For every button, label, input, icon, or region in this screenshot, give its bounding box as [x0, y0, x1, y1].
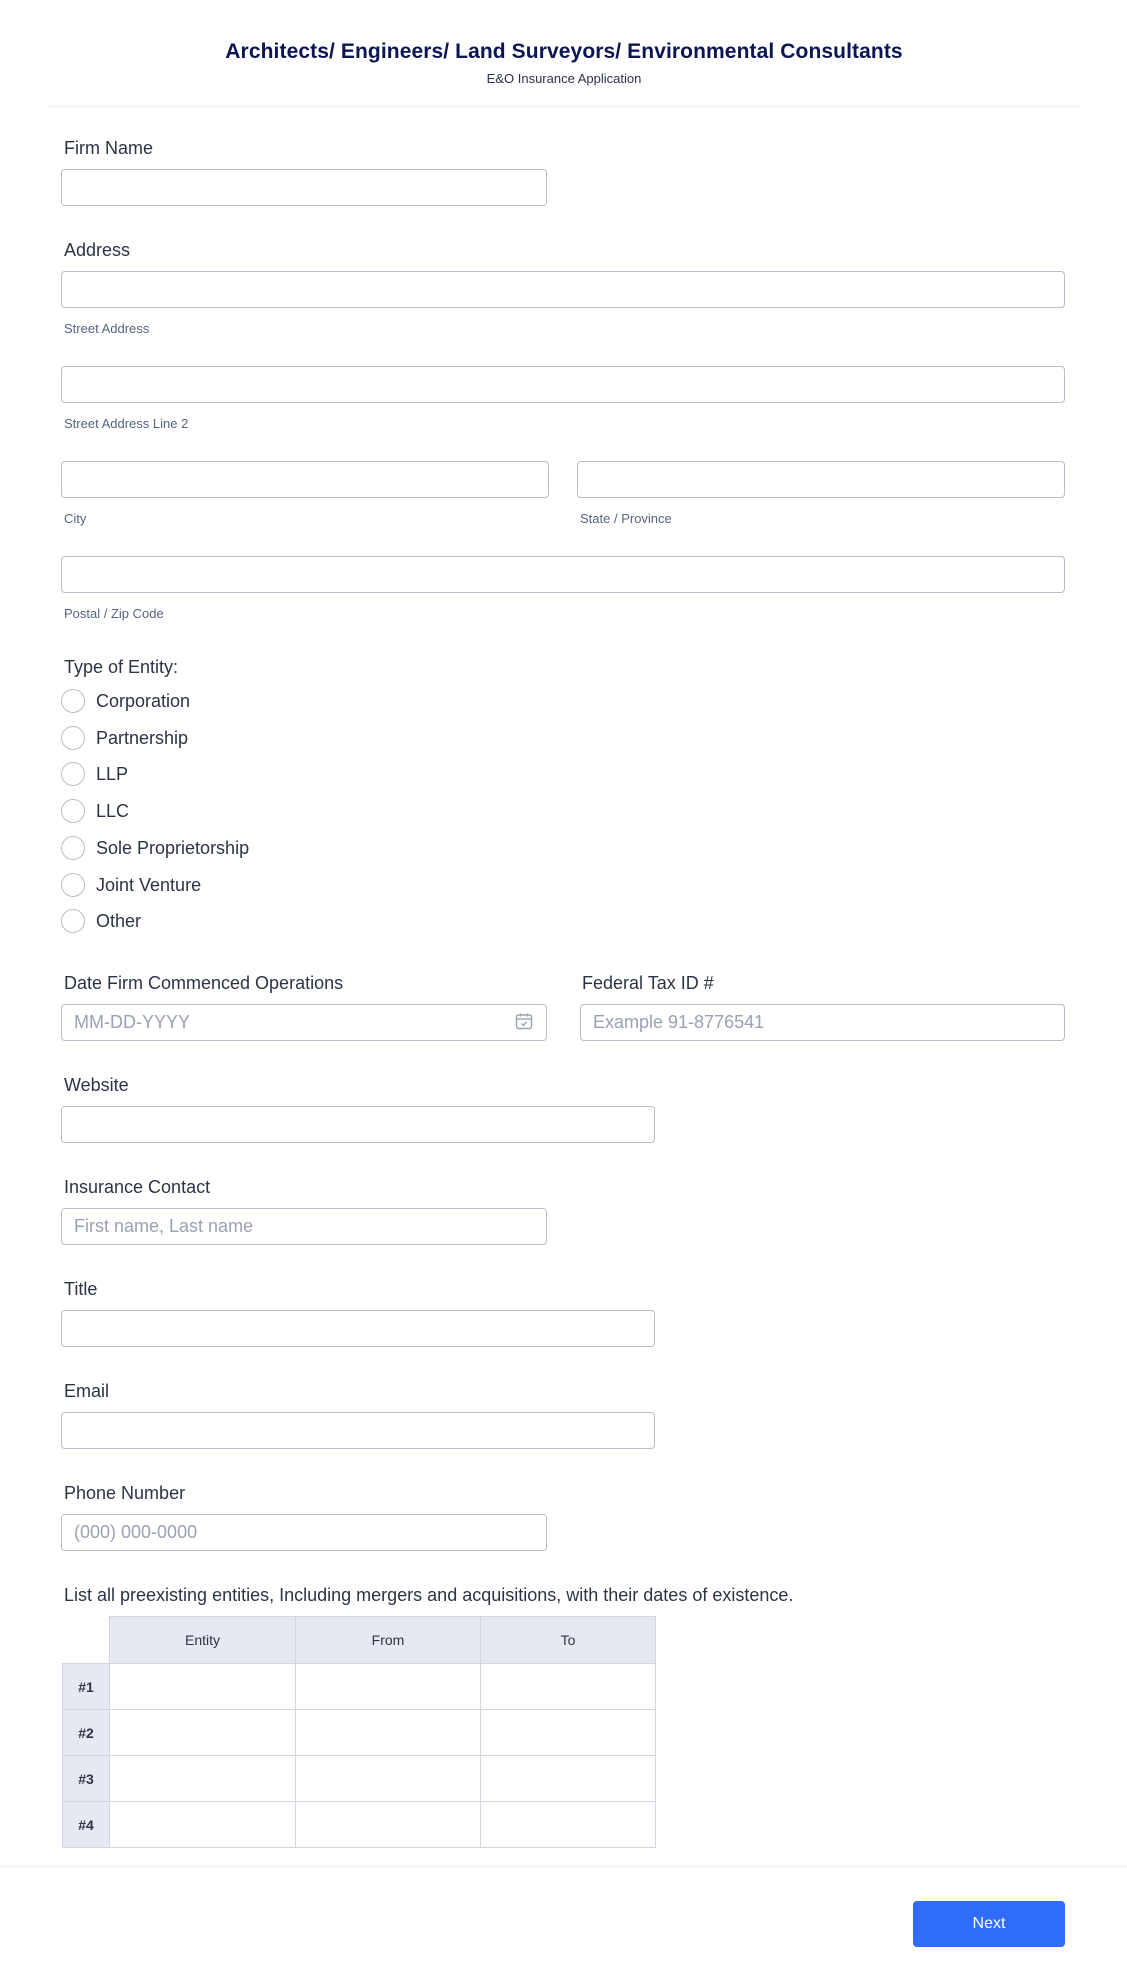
radio-llc[interactable]: [61, 798, 129, 824]
form-title: Architects/ Engineers/ Land Surveyors/ Environmental Consultants: [225, 40, 903, 63]
state-input[interactable]: [577, 461, 1065, 498]
table-cell-entity[interactable]: [110, 1710, 296, 1756]
website-label: Website: [64, 1075, 129, 1095]
next-button[interactable]: Next: [913, 1901, 1065, 1947]
insurance-contact-input[interactable]: [61, 1208, 547, 1245]
entity-type-label: Type of Entity:: [64, 657, 179, 677]
radio-circle[interactable]: [61, 909, 85, 933]
row-header: #3: [63, 1756, 110, 1802]
radio-label: Other: [96, 910, 142, 931]
radio-label: Sole Proprietorship: [96, 837, 250, 858]
radio-circle[interactable]: [61, 726, 85, 750]
website-input[interactable]: [61, 1106, 655, 1143]
column-header-to: To: [481, 1617, 656, 1664]
street-address-sublabel: Street Address: [64, 321, 150, 336]
phone-label: Phone Number: [64, 1483, 186, 1503]
street-address-line2-sublabel: Street Address Line 2: [64, 416, 189, 431]
date-commenced-label: Date Firm Commenced Operations: [64, 973, 344, 993]
radio-circle[interactable]: [61, 836, 85, 860]
table-cell-from[interactable]: [296, 1664, 481, 1710]
table-cell-to[interactable]: [481, 1710, 656, 1756]
radio-label: Corporation: [96, 690, 191, 711]
radio-circle[interactable]: [61, 762, 85, 786]
zip-input[interactable]: [61, 556, 1065, 593]
table-row: [63, 1664, 656, 1710]
city-sublabel: City: [64, 511, 87, 526]
calendar-icon[interactable]: [515, 1012, 533, 1030]
table-row: [63, 1756, 656, 1802]
title-input[interactable]: [61, 1310, 655, 1347]
radio-llp[interactable]: [61, 761, 128, 787]
radio-corporation[interactable]: [61, 688, 190, 714]
street-address-line2-input[interactable]: [61, 366, 1065, 403]
tax-id-label: Federal Tax ID #: [582, 973, 714, 993]
phone-input[interactable]: [61, 1514, 547, 1551]
state-sublabel: State / Province: [580, 511, 672, 526]
radio-label: LLP: [96, 763, 129, 784]
table-cell-entity[interactable]: [110, 1802, 296, 1848]
form-header: [46, 0, 1082, 107]
table-row: [63, 1710, 656, 1756]
email-label: Email: [64, 1381, 110, 1401]
row-header: #2: [63, 1710, 110, 1756]
radio-circle[interactable]: [61, 689, 85, 713]
firm-name-label: Firm Name: [64, 138, 153, 158]
insurance-contact-label: Insurance Contact: [64, 1177, 211, 1197]
table-cell-from[interactable]: [296, 1802, 481, 1848]
row-header: #1: [63, 1664, 110, 1710]
city-input[interactable]: [61, 461, 549, 498]
radio-label: LLC: [96, 800, 130, 821]
entities-table: [62, 1616, 656, 1848]
table-cell-to[interactable]: [481, 1802, 656, 1848]
table-cell-entity[interactable]: [110, 1664, 296, 1710]
radio-joint-venture[interactable]: [61, 872, 201, 898]
radio-partnership[interactable]: [61, 725, 188, 751]
table-cell-from[interactable]: [296, 1756, 481, 1802]
street-address-input[interactable]: [61, 271, 1065, 308]
email-input[interactable]: [61, 1412, 655, 1449]
table-cell-from[interactable]: [296, 1710, 481, 1756]
radio-other[interactable]: [61, 908, 141, 934]
address-label: Address: [64, 240, 131, 260]
table-row: [63, 1802, 656, 1848]
column-header-from: From: [296, 1617, 481, 1664]
radio-label: Joint Venture: [96, 874, 202, 895]
table-cell-to[interactable]: [481, 1756, 656, 1802]
radio-label: Partnership: [96, 727, 189, 748]
row-header: #4: [63, 1802, 110, 1848]
table-corner: [63, 1617, 110, 1664]
date-commenced-input[interactable]: [61, 1004, 547, 1041]
table-cell-to[interactable]: [481, 1664, 656, 1710]
radio-circle[interactable]: [61, 799, 85, 823]
form-subtitle: E&O Insurance Application: [486, 71, 642, 86]
radio-sole-proprietorship[interactable]: [61, 835, 249, 861]
radio-circle[interactable]: [61, 873, 85, 897]
tax-id-input[interactable]: [580, 1004, 1065, 1041]
title-label: Title: [64, 1279, 98, 1299]
table-cell-entity[interactable]: [110, 1756, 296, 1802]
entities-table-label: List all preexisting entities, Including mergers and acquisitions, with their dates of existence.: [64, 1585, 794, 1605]
firm-name-input[interactable]: [61, 169, 547, 206]
zip-sublabel: Postal / Zip Code: [64, 606, 164, 621]
column-header-entity: Entity: [110, 1617, 296, 1664]
